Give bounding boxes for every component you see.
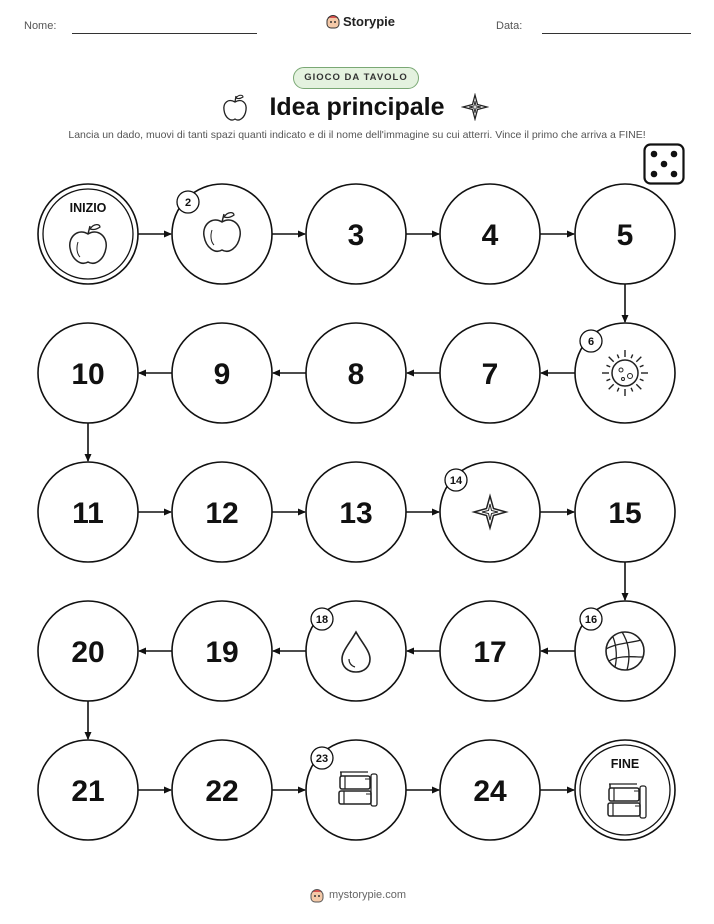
board-cell-9[interactable] (172, 323, 272, 423)
cell-number-badge (445, 469, 467, 491)
game-type-badge: GIOCO DA TAVOLO (293, 67, 419, 89)
storypie-mascot-icon (309, 887, 325, 903)
board-cell-6[interactable] (575, 323, 675, 423)
board-cell-2[interactable] (172, 184, 272, 284)
cell-circle (575, 740, 675, 840)
board-cell-18[interactable] (306, 601, 406, 701)
cell-number: 7 (481, 358, 499, 391)
board-cell-22[interactable] (172, 740, 272, 840)
cell-number: 19 (205, 636, 239, 669)
cell-number: 8 (347, 358, 365, 391)
cell-number-badge (580, 608, 602, 630)
board-cell-10[interactable] (38, 323, 138, 423)
cell-number: 15 (608, 497, 642, 530)
board-cell-24[interactable] (440, 740, 540, 840)
finish-cell[interactable] (575, 740, 675, 840)
cell-number: 22 (205, 775, 239, 808)
board-cell-21[interactable] (38, 740, 138, 840)
cell-number: 3 (347, 219, 365, 252)
board-cell-7[interactable] (440, 323, 540, 423)
footer-site: mystorypie.com (329, 889, 407, 901)
cell-number: 4 (481, 219, 499, 252)
footer (309, 887, 406, 903)
board-cell-4[interactable] (440, 184, 540, 284)
cell-number-badge (580, 330, 602, 352)
cell-number: 20 (71, 636, 105, 669)
cell-number: 24 (473, 775, 507, 808)
board-cell-23[interactable] (306, 740, 406, 840)
cell-number: 18 (315, 614, 329, 626)
board-cell-14[interactable] (440, 462, 540, 562)
cell-number: 5 (616, 219, 634, 252)
board-cell-3[interactable] (306, 184, 406, 284)
cell-number: 14 (449, 475, 463, 487)
cell-label: INIZIO (69, 201, 107, 215)
cell-number: 9 (213, 358, 231, 391)
cell-number: 16 (584, 614, 598, 626)
board-cell-15[interactable] (575, 462, 675, 562)
cell-number: 11 (72, 497, 104, 530)
cell-number: 6 (587, 336, 595, 348)
board-cell-13[interactable] (306, 462, 406, 562)
cell-label: FINE (610, 757, 640, 771)
date-label: Data: (496, 20, 523, 32)
cell-number: 17 (473, 636, 507, 669)
cell-number: 21 (71, 775, 105, 808)
name-label: Nome: (24, 20, 57, 32)
board-cell-20[interactable] (38, 601, 138, 701)
board-cell-11[interactable] (38, 462, 138, 562)
cell-number: 2 (184, 197, 192, 209)
cell-number: 13 (339, 497, 373, 530)
board-cell-12[interactable] (172, 462, 272, 562)
board-cell-5[interactable] (575, 184, 675, 284)
board-cell-8[interactable] (306, 323, 406, 423)
board-cell-16[interactable] (575, 601, 675, 701)
instructions-text: Lancia un dado, muovi di tanti spazi quanti indicato e di il nome dell'immagine su cui atterri. Vince il primo che arriva a FINE! (68, 129, 646, 141)
page-title: Idea principale (269, 93, 445, 121)
cell-number: 10 (71, 358, 105, 391)
cell-number-badge (177, 191, 199, 213)
start-cell[interactable] (38, 184, 138, 284)
cell-number-badge (311, 608, 333, 630)
cell-number-badge (311, 747, 333, 769)
cell-number: 23 (315, 753, 329, 765)
board-cell-19[interactable] (172, 601, 272, 701)
board-cell-17[interactable] (440, 601, 540, 701)
brand-name: Storypie (343, 13, 396, 29)
cell-number: 12 (205, 497, 239, 530)
